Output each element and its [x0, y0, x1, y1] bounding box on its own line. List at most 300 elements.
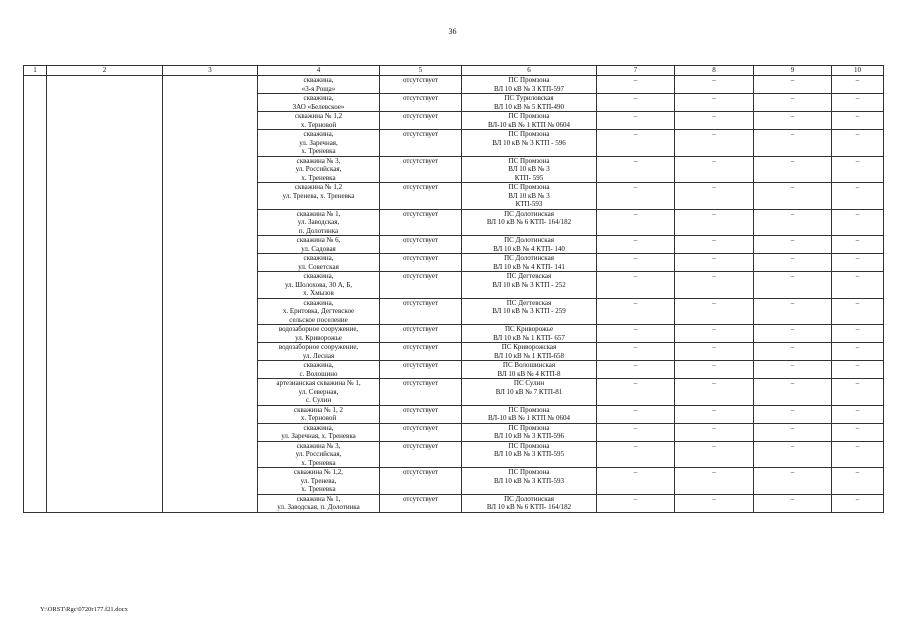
object-name-cell [258, 298, 380, 325]
status-cell: отсутствует [380, 468, 462, 495]
substation-cell [462, 236, 597, 254]
substation-cell-line: ПС Промзона [508, 423, 550, 432]
empty-cell-col-3 [163, 112, 258, 130]
value-cell-9: – [754, 343, 832, 361]
value-cell-10: – [832, 405, 884, 423]
empty-cell-col-1 [24, 156, 47, 183]
empty-cell-col-2 [47, 272, 163, 299]
empty-cell-col-3 [163, 298, 258, 325]
empty-cell-col-2 [47, 298, 163, 325]
value-cell-7: – [597, 494, 675, 512]
column-header-10: 10 [832, 66, 884, 76]
status-cell: отсутствует [380, 94, 462, 112]
value-cell-10: – [832, 379, 884, 406]
page-number: 36 [448, 27, 457, 36]
substation-cell-line: ПС Промзона [508, 183, 550, 191]
status-cell: отсутствует [380, 441, 462, 468]
empty-cell-col-3 [163, 325, 258, 343]
value-cell-9: – [754, 183, 832, 210]
empty-cell-col-3 [163, 361, 258, 379]
value-cell-7: – [597, 156, 675, 183]
empty-cell-col-1 [24, 254, 47, 272]
object-name-cell-line: ул. Криворожье [295, 333, 342, 342]
empty-cell-col-2 [47, 254, 163, 272]
value-cell-7: – [597, 423, 675, 441]
value-cell-9: – [754, 494, 832, 512]
object-name-cell-line: скважина, [303, 254, 334, 262]
empty-cell-col-1 [24, 468, 47, 495]
status-cell: отсутствует [380, 298, 462, 325]
object-name-cell-line: скважина, [303, 76, 334, 84]
table-row [24, 209, 884, 236]
object-name-cell-line: х. Треневка [301, 173, 336, 182]
value-cell-9: – [754, 254, 832, 272]
substation-cell-line: ПС Сулин [513, 379, 545, 387]
table-row [24, 423, 884, 441]
value-cell-10: – [832, 236, 884, 254]
value-cell-8: – [675, 130, 754, 157]
table-row [24, 494, 884, 512]
object-name-cell-line: ул. Заречная, х. Треневка [281, 432, 356, 440]
empty-cell-col-3 [163, 468, 258, 495]
substation-cell-line: ВЛ 10 кВ № 1 КТП-658 [494, 351, 564, 360]
substation-cell [462, 156, 597, 183]
value-cell-8: – [675, 94, 754, 112]
empty-cell-col-2 [47, 361, 163, 379]
status-cell: отсутствует [380, 183, 462, 210]
substation-cell [462, 325, 597, 343]
object-name-cell [258, 236, 380, 254]
object-name-cell-line: ул. Шолохова, 30 А, Б, [284, 280, 353, 289]
value-cell-9: – [754, 94, 832, 112]
empty-cell-col-1 [24, 441, 47, 468]
object-name-cell-line: х. Треневка [301, 485, 336, 493]
value-cell-8: – [675, 236, 754, 254]
object-name-cell [258, 441, 380, 468]
value-cell-9: – [754, 272, 832, 299]
empty-cell-col-2 [47, 112, 163, 130]
object-name-cell-line: скважина, [303, 272, 334, 280]
empty-cell-col-1 [24, 112, 47, 130]
object-name-cell-line: скважина № 1, 2 [294, 405, 343, 414]
substation-cell-line: ПС Промзона [508, 441, 550, 450]
object-name-cell-line: скважина, [303, 130, 334, 138]
substation-cell-line: ВЛ 10 кВ № 7 КТП-81 [495, 387, 563, 396]
value-cell-7: – [597, 468, 675, 495]
empty-cell-col-1 [24, 379, 47, 406]
substation-cell-line: ВЛ 10 кВ № 1 КТП- 657 [493, 333, 565, 342]
substation-cell [462, 361, 597, 379]
substation-cell-line: ПС Промзона [508, 112, 550, 120]
value-cell-7: – [597, 343, 675, 361]
value-cell-7: – [597, 94, 675, 112]
column-header-9: 9 [754, 66, 832, 76]
table-row [24, 325, 884, 343]
table-row [24, 441, 884, 468]
object-name-cell-line: ул. Заводская, п. Долотинка [277, 503, 360, 511]
value-cell-8: – [675, 441, 754, 468]
value-cell-10: – [832, 325, 884, 343]
table-row [24, 254, 884, 272]
object-name-cell-line: ул. Садовая [301, 244, 336, 253]
empty-cell-col-1 [24, 343, 47, 361]
value-cell-10: – [832, 298, 884, 325]
column-header-1: 1 [24, 66, 47, 76]
empty-cell-col-3 [163, 405, 258, 423]
object-name-cell-line: скважина № 3, [296, 156, 341, 165]
object-name-cell-line: скважина № 1,2, [294, 468, 343, 476]
value-cell-10: – [832, 494, 884, 512]
object-name-cell-line: артезианская скважина № 1, [276, 379, 361, 387]
value-cell-10: – [832, 183, 884, 210]
value-cell-10: – [832, 361, 884, 379]
value-cell-9: – [754, 209, 832, 236]
substation-cell-line: ВЛ 10 кВ № 4 КТП- 141 [493, 262, 565, 271]
empty-cell-col-3 [163, 379, 258, 406]
value-cell-10: – [832, 76, 884, 94]
substation-cell [462, 209, 597, 236]
substation-cell-line: ВЛ 10 кВ № 6 КТП- 164/182 [486, 218, 572, 226]
value-cell-10: – [832, 209, 884, 236]
value-cell-7: – [597, 325, 675, 343]
object-name-cell-line: ул. Заречная, [299, 138, 338, 147]
substation-cell [462, 343, 597, 361]
empty-cell-col-1 [24, 298, 47, 325]
empty-cell-col-3 [163, 423, 258, 441]
substation-cell-line: КТП-593 [515, 200, 543, 208]
substation-cell [462, 272, 597, 299]
object-name-cell-line: «3-я Роща» [301, 84, 336, 93]
empty-cell-col-1 [24, 183, 47, 210]
value-cell-7: – [597, 272, 675, 299]
substation-cell [462, 183, 597, 210]
object-name-cell-line: х. Терновой [300, 120, 337, 129]
object-name-cell-line: п. Долотинка [298, 226, 339, 235]
substation-cell [462, 405, 597, 423]
value-cell-10: – [832, 441, 884, 468]
table-row [24, 156, 884, 183]
value-cell-8: – [675, 379, 754, 406]
value-cell-9: – [754, 441, 832, 468]
value-cell-8: – [675, 405, 754, 423]
substation-cell-line: ПС Промзона [508, 468, 550, 476]
value-cell-8: – [675, 298, 754, 325]
empty-cell-col-3 [163, 94, 258, 112]
substation-cell-line: ПС Дегтевская [506, 272, 552, 280]
object-name-cell-line: х. Терновой [300, 414, 337, 422]
table-row [24, 112, 884, 130]
substation-cell-line: ВЛ-10 кВ № 1 КТП № 0604 [488, 120, 570, 129]
column-header-7: 7 [597, 66, 675, 76]
substation-cell-line: ВЛ 10 кВ № 3 КТП - 259 [492, 307, 566, 315]
substation-cell-line: ВЛ 10 кВ № 3 КТП-596 [494, 432, 564, 440]
object-name-cell-line: ЗАО «Белевское» [292, 102, 345, 111]
value-cell-9: – [754, 298, 832, 325]
header-row [24, 66, 884, 76]
empty-cell-col-2 [47, 441, 163, 468]
column-header-5: 5 [380, 66, 462, 76]
value-cell-8: – [675, 361, 754, 379]
status-cell: отсутствует [380, 112, 462, 130]
value-cell-9: – [754, 236, 832, 254]
table-row [24, 272, 884, 299]
value-cell-9: – [754, 156, 832, 183]
table-row [24, 130, 884, 157]
substation-cell-line: ВЛ 10 кВ № 3 КТП-595 [494, 450, 564, 458]
empty-cell-col-1 [24, 236, 47, 254]
empty-cell-col-3 [163, 130, 258, 157]
value-cell-7: – [597, 254, 675, 272]
object-name-cell-line: скважина № 6, [296, 236, 341, 244]
empty-cell-col-3 [163, 76, 258, 94]
infrastructure-table [23, 65, 884, 513]
substation-cell-line: ПС Промзона [508, 76, 550, 84]
value-cell-9: – [754, 468, 832, 495]
empty-cell-col-2 [47, 156, 163, 183]
object-name-cell [258, 94, 380, 112]
table-row [24, 343, 884, 361]
empty-cell-col-2 [47, 379, 163, 406]
substation-cell-line: ПС Туриловская [504, 94, 554, 102]
value-cell-7: – [597, 130, 675, 157]
object-name-cell-line: ул. Советская [298, 262, 339, 271]
value-cell-8: – [675, 423, 754, 441]
value-cell-8: – [675, 76, 754, 94]
object-name-cell-line: ул. Тренева, [300, 476, 337, 485]
substation-cell [462, 423, 597, 441]
substation-cell [462, 130, 597, 157]
substation-cell-line: ПС Долотинская [504, 209, 554, 218]
value-cell-9: – [754, 76, 832, 94]
value-cell-10: – [832, 468, 884, 495]
status-cell: отсутствует [380, 494, 462, 512]
empty-cell-col-1 [24, 423, 47, 441]
empty-cell-col-3 [163, 494, 258, 512]
empty-cell-col-2 [47, 468, 163, 495]
value-cell-8: – [675, 468, 754, 495]
status-cell: отсутствует [380, 156, 462, 183]
object-name-cell-line: с. Сулин [305, 396, 332, 404]
object-name-cell-line: ул. Российская, [295, 165, 342, 173]
value-cell-9: – [754, 423, 832, 441]
value-cell-10: – [832, 94, 884, 112]
value-cell-9: – [754, 325, 832, 343]
value-cell-10: – [832, 254, 884, 272]
status-cell: отсутствует [380, 343, 462, 361]
table-row [24, 298, 884, 325]
column-header-6: 6 [462, 66, 597, 76]
empty-cell-col-3 [163, 156, 258, 183]
object-name-cell [258, 76, 380, 94]
object-name-cell-line: ул. Северная, [298, 387, 339, 396]
object-name-cell [258, 494, 380, 512]
empty-cell-col-2 [47, 423, 163, 441]
empty-cell-col-2 [47, 94, 163, 112]
empty-cell-col-1 [24, 272, 47, 299]
value-cell-7: – [597, 298, 675, 325]
object-name-cell [258, 254, 380, 272]
object-name-cell [258, 379, 380, 406]
footer-file-path: Y:\ORST\Rgc\0720r177.f21.docx [40, 606, 128, 613]
table-row [24, 379, 884, 406]
value-cell-7: – [597, 379, 675, 406]
substation-cell-line: ПС Криворожье [504, 325, 554, 333]
empty-cell-col-2 [47, 405, 163, 423]
object-name-cell-line: скважина, [303, 94, 334, 102]
object-name-cell-line: сельское поселение [289, 315, 348, 324]
status-cell: отсутствует [380, 236, 462, 254]
substation-cell-line: ВЛ 10 кВ № 4 КТП- 140 [493, 244, 565, 253]
table-row [24, 361, 884, 379]
empty-cell-col-1 [24, 76, 47, 94]
substation-cell-line: ВЛ 10 кВ № 3 КТП-597 [494, 84, 564, 93]
value-cell-9: – [754, 379, 832, 406]
substation-cell [462, 112, 597, 130]
object-name-cell-line: скважина № 1,2 [294, 183, 343, 191]
object-name-cell [258, 343, 380, 361]
substation-cell [462, 254, 597, 272]
value-cell-7: – [597, 209, 675, 236]
substation-cell-line: ПС Долотинская [504, 236, 554, 244]
value-cell-9: – [754, 112, 832, 130]
object-name-cell [258, 272, 380, 299]
object-name-cell-line: ул. Заводская, [297, 218, 340, 226]
substation-cell [462, 441, 597, 468]
object-name-cell-line: ул. Лесная [302, 351, 335, 360]
object-name-cell [258, 325, 380, 343]
substation-cell-line: ВЛ 10 кВ № 3 КТП-593 [494, 476, 564, 485]
empty-cell-col-2 [47, 494, 163, 512]
empty-cell-col-3 [163, 236, 258, 254]
empty-cell-col-1 [24, 494, 47, 512]
substation-cell-line: ПС Промзона [508, 130, 550, 138]
value-cell-8: – [675, 325, 754, 343]
value-cell-10: – [832, 343, 884, 361]
object-name-cell [258, 183, 380, 210]
substation-cell-line: ВЛ 10 кВ № 4 КТП-8 [497, 369, 561, 378]
substation-cell [462, 494, 597, 512]
object-name-cell-line: х. Треневка [301, 147, 336, 155]
substation-cell-line: ПС Волошинская [502, 361, 556, 369]
empty-cell-col-3 [163, 272, 258, 299]
substation-cell [462, 379, 597, 406]
value-cell-7: – [597, 236, 675, 254]
object-name-cell [258, 361, 380, 379]
value-cell-7: – [597, 183, 675, 210]
substation-cell-line: ПС Криворожская [501, 343, 557, 351]
empty-cell-col-2 [47, 236, 163, 254]
value-cell-10: – [832, 130, 884, 157]
object-name-cell [258, 423, 380, 441]
value-cell-9: – [754, 130, 832, 157]
status-cell: отсутствует [380, 423, 462, 441]
object-name-cell-line: ул. Тренева, х. Треневка [282, 191, 355, 200]
value-cell-7: – [597, 76, 675, 94]
object-name-cell [258, 112, 380, 130]
substation-cell-line: ПС Дегтевская [506, 298, 552, 307]
table-row [24, 94, 884, 112]
column-header-3: 3 [163, 66, 258, 76]
value-cell-7: – [597, 441, 675, 468]
status-cell: отсутствует [380, 209, 462, 236]
status-cell: отсутствует [380, 361, 462, 379]
substation-cell-line: ВЛ 10 кВ № 3 [508, 165, 550, 173]
substation-cell-line: КТП- 595 [514, 173, 544, 182]
object-name-cell-line: х. Хмызов [303, 289, 334, 297]
value-cell-7: – [597, 361, 675, 379]
value-cell-8: – [675, 209, 754, 236]
table-row [24, 405, 884, 423]
status-cell: отсутствует [380, 254, 462, 272]
status-cell: отсутствует [380, 130, 462, 157]
substation-cell-line: ВЛ 10 кВ № 5 КТП-490 [494, 102, 564, 111]
value-cell-7: – [597, 405, 675, 423]
table-row [24, 236, 884, 254]
object-name-cell-line: скважина № 1, [296, 209, 341, 218]
substation-cell-line: ПС Промзона [508, 405, 550, 414]
object-name-cell-line: водозаборное сооружение, [278, 343, 359, 351]
object-name-cell-line: скважина № 1,2 [294, 112, 343, 120]
value-cell-9: – [754, 405, 832, 423]
value-cell-8: – [675, 343, 754, 361]
status-cell: отсутствует [380, 405, 462, 423]
empty-cell-col-2 [47, 76, 163, 94]
substation-cell [462, 76, 597, 94]
column-header-4: 4 [258, 66, 380, 76]
object-name-cell-line: скважина, [303, 298, 334, 307]
substation-cell [462, 468, 597, 495]
object-name-cell [258, 468, 380, 495]
substation-cell-line: ПС Промзона [508, 156, 550, 165]
empty-cell-col-2 [47, 183, 163, 210]
status-cell: отсутствует [380, 379, 462, 406]
value-cell-8: – [675, 272, 754, 299]
empty-cell-col-2 [47, 343, 163, 361]
empty-cell-col-3 [163, 183, 258, 210]
object-name-cell-line: водозаборное сооружение, [278, 325, 359, 333]
table-row [24, 76, 884, 94]
substation-cell-line: ВЛ 10 кВ № 6 КТП- 164/182 [486, 503, 572, 511]
empty-cell-col-1 [24, 130, 47, 157]
substation-cell-line: ВЛ-10 кВ № 1 КТП № 0604 [488, 414, 570, 422]
empty-cell-col-2 [47, 325, 163, 343]
empty-cell-col-3 [163, 209, 258, 236]
value-cell-10: – [832, 112, 884, 130]
object-name-cell [258, 156, 380, 183]
empty-cell-col-3 [163, 343, 258, 361]
value-cell-9: – [754, 361, 832, 379]
object-name-cell [258, 209, 380, 236]
substation-cell-line: ПС Долотинская [504, 254, 554, 262]
empty-cell-col-3 [163, 441, 258, 468]
value-cell-7: – [597, 112, 675, 130]
object-name-cell-line: х. Еритовка, Дегтевское [282, 307, 355, 315]
value-cell-10: – [832, 423, 884, 441]
empty-cell-col-3 [163, 254, 258, 272]
value-cell-8: – [675, 254, 754, 272]
substation-cell [462, 94, 597, 112]
empty-cell-col-1 [24, 209, 47, 236]
object-name-cell [258, 405, 380, 423]
empty-cell-col-2 [47, 130, 163, 157]
object-name-cell [258, 130, 380, 157]
status-cell: отсутствует [380, 325, 462, 343]
empty-cell-col-2 [47, 209, 163, 236]
status-cell: отсутствует [380, 76, 462, 94]
object-name-cell-line: скважина, [303, 361, 334, 369]
table-row [24, 183, 884, 210]
status-cell: отсутствует [380, 272, 462, 299]
